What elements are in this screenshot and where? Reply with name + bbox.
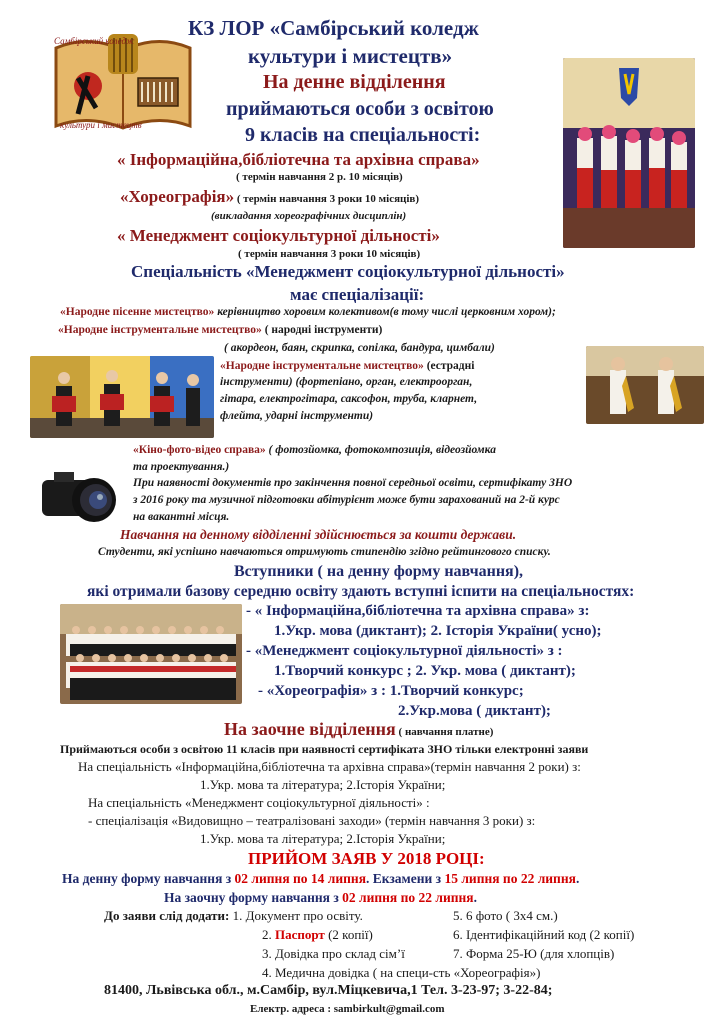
specialization-3-desc2: інструменти) (фортепіано, орган, електроорган, [220,376,473,388]
admission-dist-dot: . [473,890,477,905]
specialty-3-name: « Менеджмент соціокультурної дільності» [117,226,440,245]
exam-spec3: - «Хореографія» з : 1.Творчий конкурс; [258,683,524,699]
specialization-3 [220,360,474,372]
choir-image-icon [60,604,242,704]
saxophone-players-image-icon [586,346,704,424]
grade9-heading: 9 класів на спеціальності: [245,124,481,146]
specialty-2-note: (викладання хореографічних дисциплін) [211,210,407,222]
folk-ensemble-image-icon [563,58,695,248]
specialty-1-term: ( термін навчання 2 р. 10 місяців) [236,171,403,183]
state-funded-note: Навчання на денному відділенні здійснюється за кошти держави. [120,527,517,542]
specialization-3-name: «Народне інструментальне мистецтво» [220,360,424,372]
accordion-players-image-icon [30,356,214,438]
admission-heading: ПРИЙОМ ЗАЯВ У 2018 РОЦІ: [248,849,485,868]
specialization-3-desc1: (естрадні [423,360,475,372]
doc-6: 6. Ідентифікаційний код (2 копії) [453,927,635,942]
distance-line6: 1.Укр. мова та література; 2.Історія України; [200,831,446,846]
specialty-2-term: ( термін навчання 3 роки 10 місяців) [234,193,420,205]
college-logo [48,28,198,136]
specialization-2-desc: ( народні інструменти) [261,324,383,336]
specialty-3-term: ( термін навчання 3 роки 10 місяців) [238,248,421,260]
distance-heading-text: На заочне відділення [224,719,396,739]
admission-day-dates: 02 липня по 14 липня [234,871,367,886]
admission-dist-pre: На заочну форму навчання з [164,890,343,905]
exam-spec1: - « Інформаційна,бібліотечна та архівна справа» з: [246,603,590,619]
doc-1: 1. Документ про освіту. [229,908,363,923]
specialization-4-desc2: та проектування.) [133,461,230,473]
distance-line1: Приймаються особи з освітою 11 класів при наявності сертифіката ЗНО тільки електронні заяви [60,742,589,756]
specialization-3-desc3: гітара, електрогітара, саксофон, труба, кларнет, [220,393,478,405]
exams-heading1: Вступники ( на денну форму навчання), [234,563,524,580]
photo-camera [38,462,128,534]
exams-heading2: які отримали базову середню освіту здають вступні іспити на спеціальностях: [87,583,635,600]
exam-spec3-subjects: 2.Укр.мова ( диктант); [398,703,551,719]
specialization-2 [58,324,382,336]
doc-2-post: (2 копії) [324,927,373,942]
admission-day-pre: На денну форму навчання з [62,871,235,886]
logo-text-top: Самбірський коледж [54,36,135,46]
accepted-heading: приймаються особи з освітою [226,98,494,120]
specialization-4 [133,444,496,456]
specialty-2-name: «Хореографія» [120,187,235,206]
admission-exam-dates: 15 липня по 22 липня [444,871,576,886]
doc-4: 4. Медична довідка ( на специ-сть «Хореографія») [262,965,541,980]
admission-day-mid: . Екзамени з [366,871,445,886]
photo-choir [60,604,242,704]
photo-saxophone-players [586,346,704,424]
distance-paid: ( навчання платне) [395,726,494,738]
specialization-4-desc1: ( фотозйомка, фотокомпозиція, відеозйомка [265,444,496,456]
docs-line2 [262,927,373,943]
doc-2-passport: Паспорт [275,927,325,942]
spec-heading-line2: має спеціалізації: [290,285,425,304]
admission-dist-dates: 02 липня по 22 липня [342,890,474,905]
distance-line2: На спеціальність «Інформаційна,бібліотечна та архівна справа»(термін навчання 2 роки) з: [78,759,581,774]
spec-heading-line1: Спеціальність «Менеджмент соціокультурної дільності» [131,262,565,281]
day-dept-heading: На денне відділення [263,71,446,93]
specialization-2-name: «Народне інструментальне мистецтво» [58,324,262,336]
footer-email: Електр. адреса : sambirkult@gmail.com [250,1003,445,1015]
specialization-1-desc: керівництво хоровим колективом(в тому числі церковним хором); [214,306,556,318]
admission-day-line [62,871,579,887]
distance-line4: На спеціальність «Менеджмент соціокультурної діяльності» : [88,795,430,810]
footer-address: 81400, Львівська обл., м.Самбір, вул.Міцкевича,1 Тел. 3-23-97; 3-22-84; [104,983,553,998]
distance-heading [224,719,493,740]
doc-7: 7. Форма 25-Ю (для хлопців) [453,946,615,961]
doc-3: 3. Довідка про склад сім’ї [262,946,405,961]
specialization-2-instruments: ( акордеон, баян, скрипка, сопілка, бандура, цимбали) [224,342,495,354]
specialization-4-name: «Кіно-фото-відео справа» [133,444,266,456]
exam-spec2: - «Менеджмент соціокультурної діяльності» з : [246,643,563,659]
photo-accordion-players [30,356,214,438]
camera-icon [38,462,128,534]
distance-line5: - спеціалізація «Видовищно – театралізовані заходи» (термін навчання 3 роки) з: [88,813,536,828]
exam-spec2-subjects: 1.Творчий конкурс ; 2. Укр. мова ( диктант); [274,663,576,679]
specialization-3-desc4: флейта, ударні інструменти) [220,410,374,422]
distance-line3: 1.Укр. мова та література; 2.Історія України; [200,777,446,792]
admission-day-dot: . [575,871,580,886]
specialization-1-name: «Народне пісенне мистецтво» [60,306,215,318]
zno-note-line2: з 2016 року та музичної підготовки абітурієнт може бути зарахований на 2-й курс [133,494,560,506]
specialization-1 [60,306,556,318]
docs-label: До заяви слід додати: [104,908,230,923]
admission-distance-line [164,890,477,906]
college-title-line2: культури і мистецтв» [248,44,453,68]
zno-note-line1: При наявності документів про закінчення повної середньої освіти, сертифікату ЗНО [133,477,573,489]
scholarship-note: Студенти, які успішно навчаються отримують стипендію згідно рейтингового списку. [98,546,551,558]
zno-note-line3: на вакантні місця. [133,511,230,523]
doc-2-pre: 2. [262,927,275,942]
exam-spec1-subjects: 1.Укр. мова (диктант); 2. Історія України( усно); [274,623,602,639]
docs-line1 [104,908,363,924]
specialty-2-line [120,187,419,207]
specialty-1-name: « Інформаційна,бібліотечна та архівна справа» [117,150,480,169]
doc-5: 5. 6 фото ( 3х4 см.) [453,908,558,923]
photo-folk-ensemble [563,58,695,248]
college-title-line1: КЗ ЛОР «Самбірський коледж [188,16,479,40]
logo-text-bottom: культури і мистецтв [60,120,142,130]
